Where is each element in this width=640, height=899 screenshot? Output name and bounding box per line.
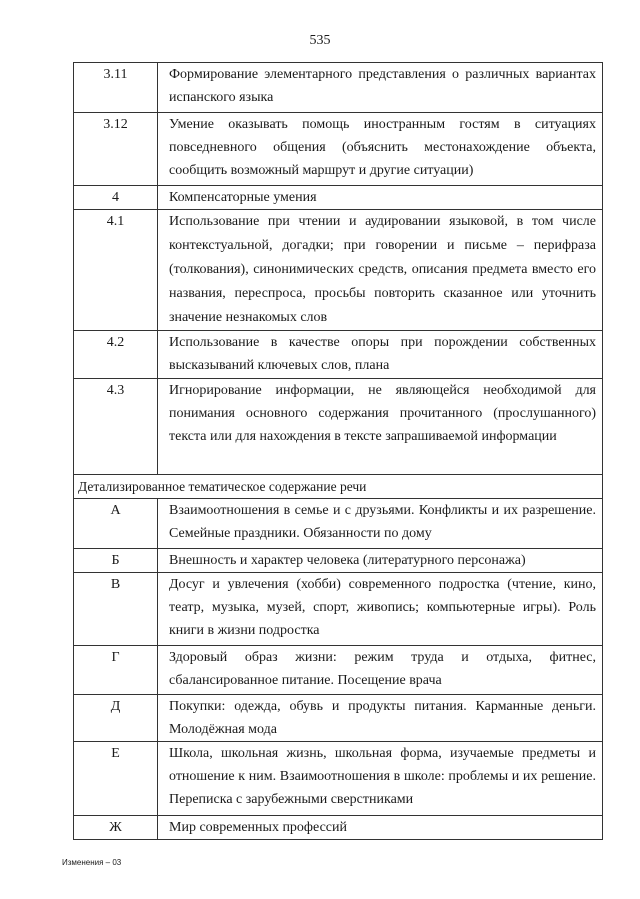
row-text: Использование при чтении и аудировании языковой, в том числе контекстуальной, догадки; при говорении и письме – перифраза (толкования), синонимических средств, описания предмета вместо его названия, переспроса, просьбы повторить сказанное или уточнить значение незнакомых слов [158,210,603,331]
topic-code: Б [74,549,158,573]
curriculum-table [73,62,603,840]
topic-text: Здоровый образ жизни: режим труда и отдыха, фитнес, сбалансированное питание. Посещение врача [158,646,603,695]
row-code: 3.11 [74,63,158,113]
table-row [74,742,603,816]
row-text: Умение оказывать помощь иностранным гостям в ситуациях повседневного общения (объяснить местонахождение объекта, сообщить возможный маршрут и другие ситуации) [158,113,603,186]
row-code: 4.3 [74,379,158,475]
topic-text: Мир современных профессий [158,816,603,840]
topic-code: В [74,573,158,646]
table-row [74,113,603,186]
page-number: 535 [309,33,331,48]
topic-code: Ж [74,816,158,840]
row-text: Использование в качестве опоры при порождении собственных высказываний ключевых слов, плана [158,331,603,379]
table-row [74,549,603,573]
topic-code: А [74,499,158,549]
row-code: 4.2 [74,331,158,379]
row-text: Игнорирование информации, не являющейся необходимой для понимания основного содержания прочитанного (прослушанного) текста или для нахождения в тексте запрашиваемой информации [158,379,603,475]
row-code: 4 [74,186,158,210]
table-row [74,573,603,646]
footer-revision: Изменения – 03 [62,858,122,867]
table-row [74,210,603,331]
row-code: 4.1 [74,210,158,331]
topic-text: Взаимоотношения в семье и с друзьями. Конфликты и их разрешение. Семейные праздники. Обязанности по дому [158,499,603,549]
table-row [74,63,603,113]
row-text: Компенсаторные умения [158,186,603,210]
topic-text: Покупки: одежда, обувь и продукты питания. Карманные деньги. Молодёжная мода [158,695,603,742]
topic-text: Школа, школьная жизнь, школьная форма, изучаемые предметы и отношение к ним. Взаимоотношения в школе: проблемы и их решение. Переписка с зарубежными сверстниками [158,742,603,816]
topic-text: Внешность и характер человека (литературного персонажа) [158,549,603,573]
row-code: 3.12 [74,113,158,186]
section-row [74,475,603,499]
table-row [74,499,603,549]
topic-text: Досуг и увлечения (хобби) современного подростка (чтение, кино, театр, музыка, музей, спорт, живопись; компьютерные игры). Роль книги в жизни подростка [158,573,603,646]
topic-code: Д [74,695,158,742]
table-row [74,816,603,840]
topic-code: Е [74,742,158,816]
section-heading: Детализированное тематическое содержание речи [74,475,603,499]
table-row [74,646,603,695]
table-row [74,331,603,379]
topic-code: Г [74,646,158,695]
table-row [74,695,603,742]
table-row [74,379,603,475]
row-text: Формирование элементарного представления о различных вариантах испанского языка [158,63,603,113]
table-row [74,186,603,210]
